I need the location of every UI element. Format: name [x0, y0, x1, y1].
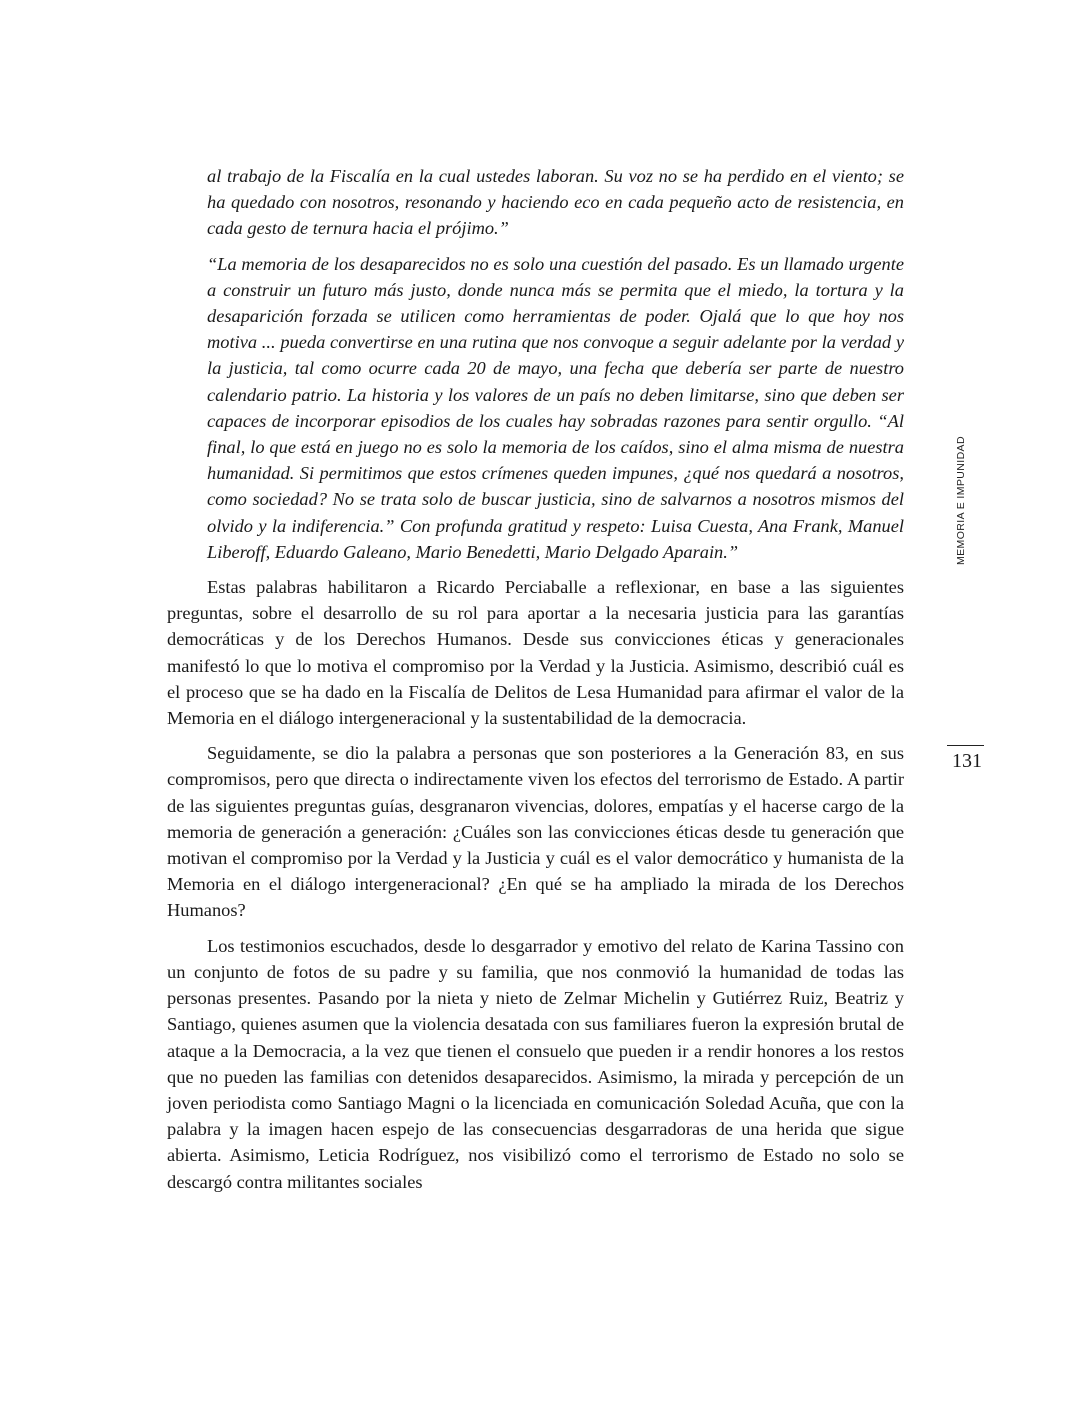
page-number: 131	[952, 750, 982, 772]
main-text-block	[167, 163, 904, 1204]
quote-block: “La memoria de los desaparecidos no es solo una cuestión del pasado. Es un llamado urgente a construir un futuro más justo, donde nunca más se permita que el miedo, la tortura y la desaparición forzada se utilicen como herramientas de poder. Ojalá que lo que hoy nos motiva ... pueda convertirse en una rutina que nos convoque a seguir adelante por la verdad y la justicia, tal como ocurre cada 20 de mayo, una fecha que debería ser parte de nuestro calendario patrio. La historia y los valores de un país no deben limitarse, sino que deben ser capaces de incorporar episodios de los cuales hay sobradas razones para sentir orgullo. “Al final, lo que está en juego no es solo la memoria de los caídos, sino el alma misma de nuestra humanidad. Si permitimos que estos crímenes queden impunes, ¿qué nos quedará a nosotros, como sociedad? No se trata solo de buscar justicia, sino de salvarnos a nosotros mismos del olvido y la indiferencia.” Con profunda gratitud y respeto: Luisa Cuesta, Ana Frank, Manuel Liberoff, Eduardo Galeano, Mario Benedetti, Mario Delgado Aparain.”	[207, 253, 904, 562]
quote-continuation: al trabajo de la Fiscalía en la cual ustedes laboran. Su voz no se ha perdido en el viento; se ha quedado con nosotros, resonando y haciendo eco en cada pequeño acto de resistencia, en cada gesto de ternura hacia el prójimo.”	[207, 166, 904, 239]
body-paragraph-1: Estas palabras habilitaron a Ricardo Perciaballe a reflexionar, en base a las siguientes preguntas, sobre el desarrollo de su rol para aportar a la necesaria justicia para las garantías democráticas y de los Derechos Humanos. Desde sus convicciones éticas y generacionales manifestó lo que lo motiva el compromiso por la Verdad y la Justicia. Asimismo, describió cuál es el proceso que se ha dado en la Fiscalía de Delitos de Lesa Humanidad para afirmar el valor de la Memoria en el diálogo intergeneracional y la sustentabilidad de la democracia.	[167, 577, 904, 729]
body-paragraph-2: Seguidamente, se dio la palabra a personas que son posteriores a la Generación 83, en sus compromisos, pero que directa o indirectamente viven los efectos del terrorismo de Estado. A partir de las siguientes preguntas guías, desgranaron vivencias, dolores, empatías y el hacerse cargo de la memoria de generación a generación: ¿Cuáles son las convicciones éticas desde tu generación que motivan el compromiso por la Verdad y la Justicia y cuál es el valor democrático y humanista de la Memoria en el diálogo intergeneracional? ¿En qué se ha ampliado la mirada de los Derechos Humanos?	[167, 743, 904, 921]
body-paragraph-3: Los testimonios escuchados, desde lo desgarrador y emotivo del relato de Karina Tassino con un conjunto de fotos de su padre y su familia, que nos conmovió la humanidad de todas las personas presentes. Pasando por la nieta y nieto de Zelmar Michelin y Gutiérrez Ruiz, Beatriz y Santiago, quienes asumen que la violencia desatada con sus familiares fueron la expresión brutal de ataque a la Democracia, a la vez que tienen el consuelo que pueden ir a rendir honores a los restos que no pueden las familias con detenidos desaparecidos. Asimismo, la mirada y percepción de un joven periodista como Santiago Magni o la licenciada en comunicación Soledad Acuña, que con la palabra y la imagen hacen espejo de las consecuencias desgarradoras de una herida que sigue abierta. Asimismo, Leticia Rodríguez, nos visibilizó como el terrorismo de Estado no solo se descargó contra militantes sociales	[167, 935, 904, 1192]
page-number-rule	[947, 745, 984, 746]
running-head: MEMORIA E IMPUNIDAD	[955, 436, 967, 565]
